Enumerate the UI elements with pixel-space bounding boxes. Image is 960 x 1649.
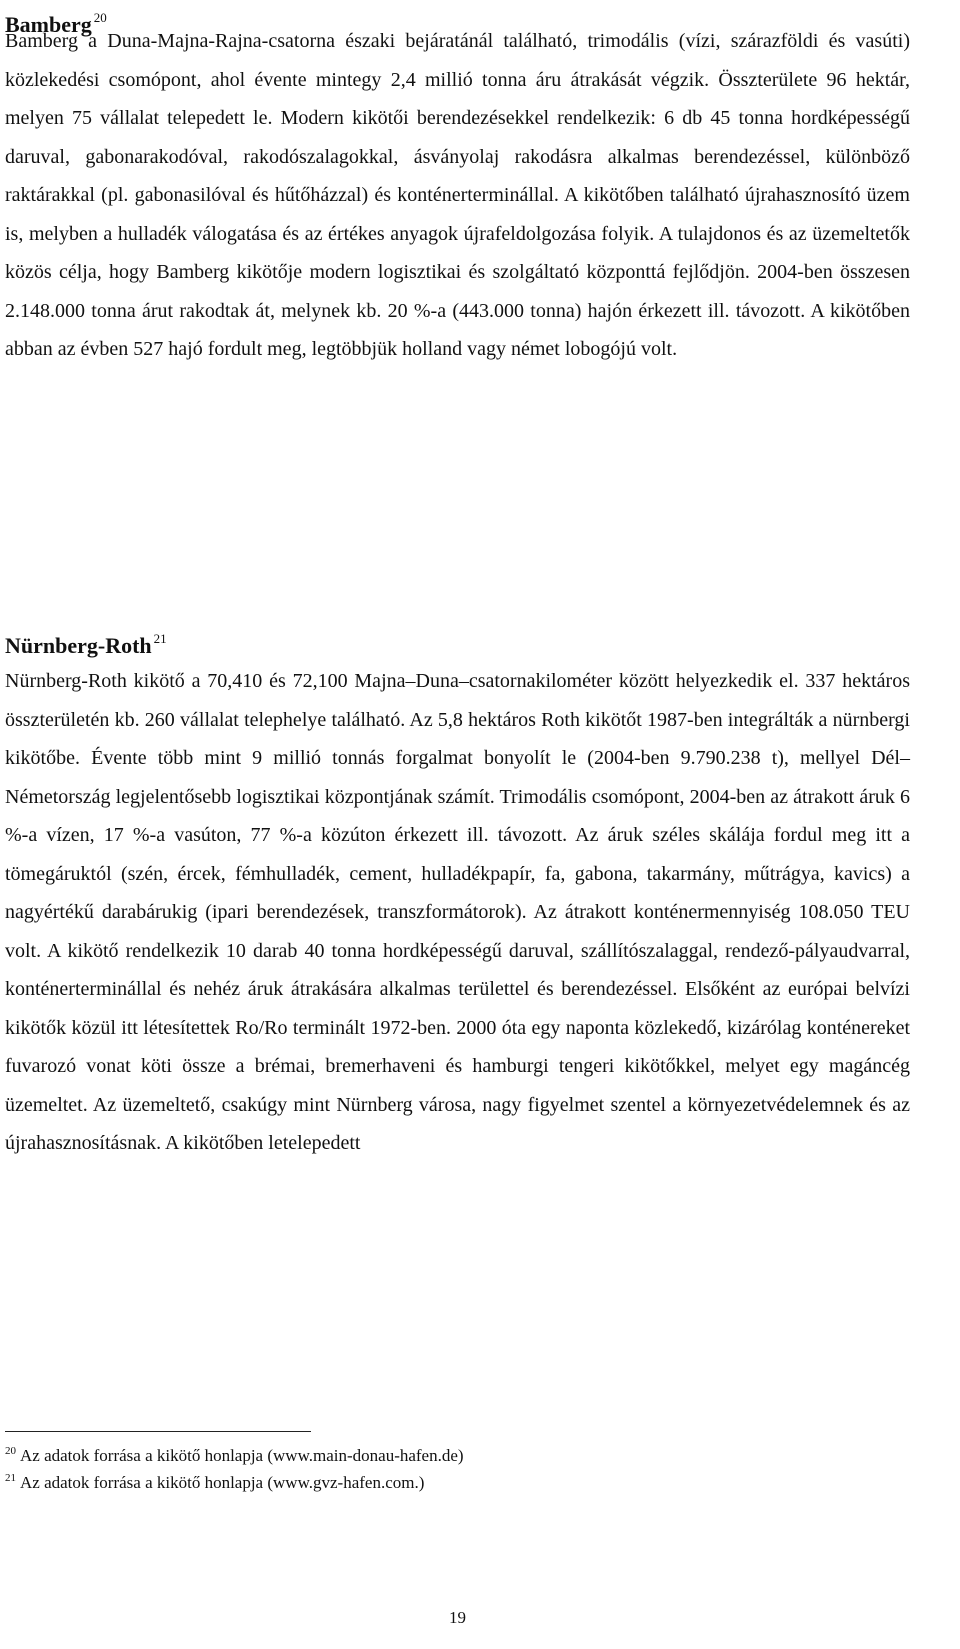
footnote-ref: 21: [153, 631, 167, 646]
footnote-separator: [5, 1431, 311, 1432]
footnotes: [5, 1440, 910, 1494]
page-number: 19: [449, 1608, 466, 1627]
footnote-number: 21: [5, 1472, 16, 1484]
heading-text: Bamberg: [5, 12, 92, 37]
footnote-text: Az adatok forrása a kikötő honlapja (www.main-donau-hafen.de): [20, 1446, 464, 1465]
section-heading-nurnberg-roth: [5, 627, 167, 658]
document-page: [5, 0, 910, 1649]
footnote-item: [5, 1467, 910, 1494]
paragraph-nurnberg-roth: Nürnberg-Roth kikötő a 70,410 és 72,100 Majna–Duna–csatornakilométer között helyezkedik el. 337 hektáros összterületén kb. 260 vállalat telephelye található. Az 5,8 hektáros Roth kikötőt 1987-ben integrálták a nürnbergi kikötőbe. Évente több mint 9 millió tonnás forgalmat bonyolít le (2004-ben 9.790.238 t), mellyel Dél–Németország legjelentősebb logisztikai központjának számít. Trimodális csomópont, 2004-ben az átrakott áruk 6 %-a vízen, 17 %-a vasúton, 77 %-a közúton érkezett ill. távozott. Az áruk széles skálája fordul meg itt a tömegáruktól (szén, ércek, fémhulladék, cement, hulladékpapír, fa, gabona, takarmány, műtrágya, kavics) a nagyértékű darabárukig (ipari berendezések, transzformátorok). Az átrakott konténermennyiség 108.050 TEU volt. A kikötő rendelkezik 10 darab 40 tonna hordképességű daruval, szállítószalaggal, rendező-pályaudvarral, konténerterminállal és nehéz áruk átrakására alkalmas területtel és berendezéssel. Elsőként az európai belvízi kikötők közül itt létesítettek Ro/Ro terminált 1972-ben. 2000 óta egy naponta közlekedő, kizárólag konténereket fuvarozó vonat köti össze a brémai, bremerhaveni és hamburgi tengeri kikötőkkel, melyet egy magáncég üzemeltet. Az üzemeltető, csakúgy mint Nürnberg városa, nagy figyelmet szentel a környezetvédelemnek és az újrahasznosításnak. A kikötőben letelepedett: [5, 670, 910, 1154]
footnote-text: Az adatok forrása a kikötő honlapja (www.gvz-hafen.com.): [20, 1473, 425, 1492]
paragraph-bamberg: Bamberg a Duna-Majna-Rajna-csatorna északi bejáratánál található, trimodális (vízi, szárazföldi és vasúti) közlekedési csomópont, ahol évente mintegy 2,4 millió tonna áru átrakását végzik. Összterülete 96 hektár, melyen 75 vállalat telepedett le. Modern kikötői berendezésekkel rendelkezik: 6 db 45 tonna hordképességű daruval, gabonarakodóval, rakodószalagokkal, ásványolaj rakodásra alkalmas berendezéssel, különböző raktárakkal (pl. gabonasilóval és hűtőházzal) és konténerterminállal. A kikötőben található újrahasznosító üzem is, melyben a hulladék válogatása és az értékes anyagok újrafeldolgozása folyik. A tulajdonos és az üzemeltetők közös célja, hogy Bamberg kikötője modern logisztikai és szolgáltató központtá fejlődjön. 2004-ben összesen 2.148.000 tonna árut rakodtak át, melynek kb. 20 %-a (443.000 tonna) hajón érkezett ill. távozott. A kikötőben abban az évben 527 hajó fordult meg, legtöbbjük holland vagy német lobogójú volt.: [5, 30, 910, 360]
heading-text: Nürnberg-Roth: [5, 633, 152, 658]
footnote-number: 20: [5, 1445, 16, 1457]
footnote-item: [5, 1440, 910, 1467]
footnote-ref: 20: [93, 10, 107, 25]
